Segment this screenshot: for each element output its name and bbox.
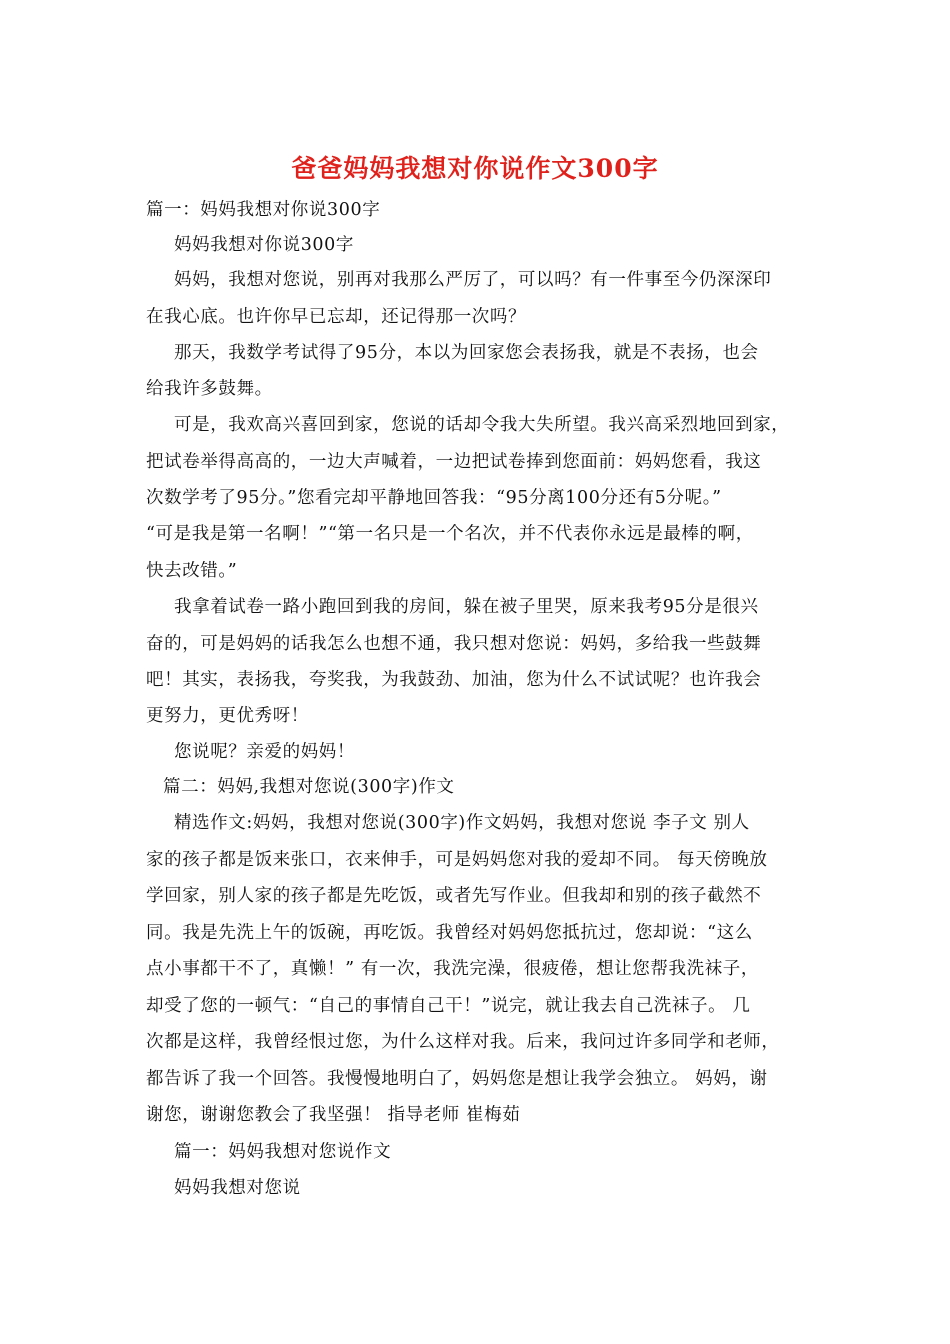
paragraph-line: 却受了您的一顿气：“自己的事情自己干！”说完，就让我去自己洗袜子。 几	[146, 996, 751, 1016]
document-title: 爸爸妈妈我想对你说作文300字	[291, 154, 659, 183]
paragraph-line: 更努力，更优秀呀！	[146, 706, 309, 726]
paragraph-line: 家的孩子都是饭来张口，衣来伸手，可是妈妈您对我的爱却不同。 每天傍晚放	[146, 850, 768, 870]
paragraph-line: “可是我是第一名啊！”“第一名只是一个名次，并不代表你永远是最棒的啊，	[146, 524, 754, 544]
paragraph-line: 同。我是先洗上午的饭碗，再吃饭。我曾经对妈妈您抵抗过，您却说：“这么	[146, 923, 753, 943]
paragraph-line: 把试卷举得高高的，一边大声喊着，一边把试卷捧到您面前：妈妈您看，我这	[146, 452, 762, 472]
paragraph-line: 次都是这样，我曾经恨过您，为什么这样对我。后来，我问过许多同学和老师，	[146, 1032, 780, 1052]
paragraph-line: 点小事都干不了，真懒！” 有一次，我洗完澡，很疲倦，想让您帮我洗袜子，	[146, 959, 760, 979]
paragraph-line: 那天，我数学考试得了95分，本以为回家您会表扬我，就是不表扬，也会	[174, 343, 759, 363]
paragraph-line: 快去改错。”	[146, 561, 238, 581]
paragraph-line: 我拿着试卷一路小跑回到我的房间，躲在被子里哭，原来我考95分是很兴	[174, 597, 759, 617]
section-heading: 篇一：妈妈我想对你说300字	[146, 200, 381, 220]
section-heading: 篇二：妈妈,我想对您说(300字)作文	[163, 777, 455, 797]
paragraph-line: 妈妈我想对您说	[174, 1178, 301, 1198]
paragraph-line: 可是，我欢高兴喜回到家，您说的话却令我大失所望。我兴高采烈地回到家，	[174, 415, 790, 435]
paragraph-line: 妈妈，我想对您说，别再对我那么严厉了，可以吗？有一件事至今仍深深印	[174, 270, 772, 290]
paragraph-line: 奋的，可是妈妈的话我怎么也想不通，我只想对您说：妈妈，多给我一些鼓舞	[146, 634, 762, 654]
paragraph-line: 吧！其实，表扬我，夸奖我，为我鼓劲、加油，您为什么不试试呢？也许我会	[146, 670, 762, 690]
paragraph-line: 精选作文:妈妈，我想对您说(300字)作文妈妈，我想对您说 李子文 别人	[174, 813, 750, 833]
paragraph-line: 妈妈我想对你说300字	[174, 235, 355, 255]
paragraph-line: 您说呢？亲爱的妈妈！	[174, 742, 355, 762]
paragraph-line: 都告诉了我一个回答。我慢慢地明白了，妈妈您是想让我学会独立。 妈妈，谢	[146, 1069, 768, 1089]
paragraph-line: 在我心底。也许你早已忘却，还记得那一次吗？	[146, 307, 527, 327]
paragraph-line: 学回家，别人家的孩子都是先吃饭，或者先写作业。但我却和别的孩子截然不	[146, 886, 762, 906]
paragraph-line: 次数学考了95分。”您看完却平静地回答我：“95分离100分还有5分呢。”	[146, 488, 722, 508]
paragraph-line: 谢您，谢谢您教会了我坚强！ 指导老师 崔梅茹	[146, 1105, 521, 1125]
paragraph-line: 给我许多鼓舞。	[146, 379, 273, 399]
section-heading: 篇一：妈妈我想对您说作文	[174, 1142, 392, 1162]
